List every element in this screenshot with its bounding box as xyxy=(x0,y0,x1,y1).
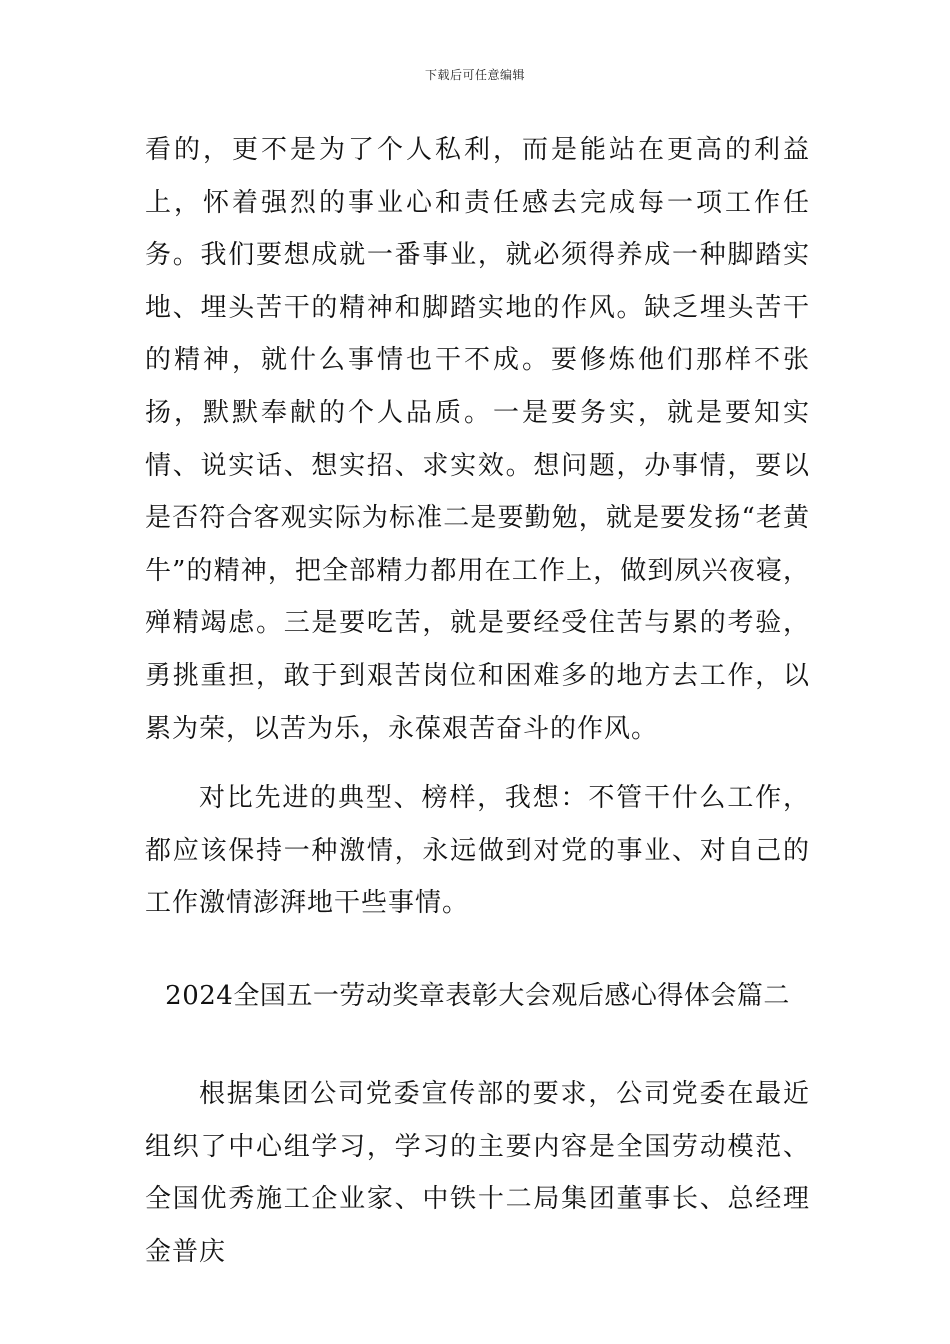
body-paragraph: 根据集团公司党委宣传部的要求，公司党委在最近组织了中心组学习，学习的主要内容是全国劳动模范、全国优秀施工企业家、中铁十二局集团董事长、总经理金普庆 xyxy=(145,1079,810,1267)
body-paragraph: 对比先进的典型、榜样，我想：不管干什么工作，都应该保持一种激情，永远做到对党的事业、对自己的工作激情澎湃地干些事情。 xyxy=(145,783,810,919)
body-paragraph: 看的，更不是为了个人私利，而是能站在更高的利益上，怀着强烈的事业心和责任感去完成每一项工作任务。我们要想成就一番事业，就必须得养成一种脚踏实地、埋头苦干的精神和脚踏实地的作风。缺乏埋头苦干的精神，就什么事情也干不成。要修炼他们那样不张扬，默默奉献的个人品质。一是要务实，就是要知实情、说实话、想实招、求实效。想问题，办事情，要以是否符合客观实际为标准二是要勤勉，就是要发扬“老黄牛”的精神，把全部精力都用在工作上，做到夙兴夜寝，殚精竭虑。三是要吃苦，就是要经受住苦与累的考验，勇挑重担，敢于到艰苦岗位和困难多的地方去工作，以累为荣，以苦为乐，永葆艰苦奋斗的作风。 xyxy=(145,135,810,744)
header-note: 下载后可任意编辑 xyxy=(424,68,525,82)
section-heading: 2024全国五一劳动奖章表彰大会观后感心得体会篇二 xyxy=(165,981,790,1011)
